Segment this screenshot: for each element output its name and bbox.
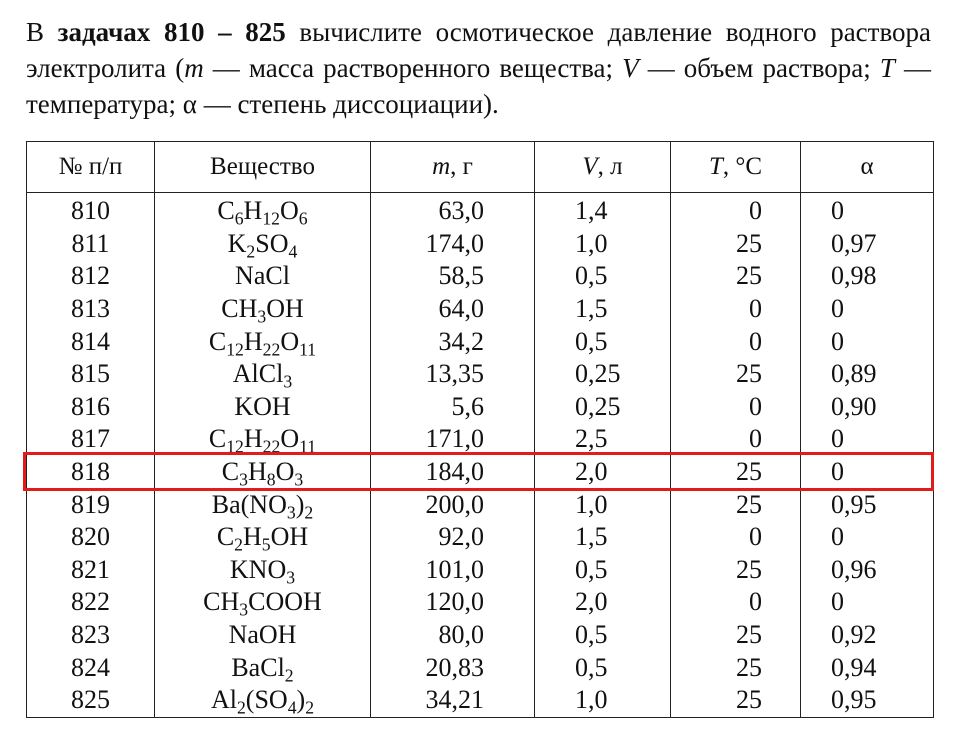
cell-substance: $Ba(NO_3)_2$ (155, 488, 371, 521)
cell-alpha: 0,90 (801, 391, 934, 424)
table-row (27, 684, 934, 717)
cell-mass: 92,0 (371, 521, 535, 554)
cell-substance: $K_2SO_4$ (155, 228, 371, 261)
cell-volume: 0,5 (535, 651, 671, 684)
header-temperature-unit: , °С (722, 153, 763, 180)
cell-substance: $CH_3OH$ (155, 293, 371, 326)
header-mass-unit: , г (450, 153, 473, 180)
cell-volume: 0,5 (535, 260, 671, 293)
header-mass (371, 142, 535, 193)
cell-temperature: 25 (671, 651, 801, 684)
header-mass-var: m (432, 153, 451, 180)
cell-temperature: 25 (671, 456, 801, 489)
table-row (27, 423, 934, 456)
cell-num: 813 (27, 293, 155, 326)
cell-num: 821 (27, 554, 155, 587)
cell-temperature: 0 (671, 293, 801, 326)
intro-word-in: В (26, 17, 45, 47)
cell-num: 816 (27, 391, 155, 424)
intro-var-alpha: α (182, 89, 197, 119)
header-volume (535, 142, 671, 193)
cell-alpha: 0 (801, 521, 934, 554)
intro-text-4: — температура; (26, 53, 932, 119)
cell-volume: 2,5 (535, 423, 671, 456)
table-header-row (27, 142, 934, 193)
cell-num: 811 (27, 228, 155, 261)
header-substance: Вещество (155, 142, 371, 193)
cell-volume: 1,5 (535, 293, 671, 326)
cell-alpha: 0,89 (801, 358, 934, 391)
cell-num: 812 (27, 260, 155, 293)
cell-num: 815 (27, 358, 155, 391)
table-row (27, 193, 934, 228)
cell-mass: 171,0 (371, 423, 535, 456)
cell-temperature: 25 (671, 260, 801, 293)
cell-mass: 120,0 (371, 586, 535, 619)
table-row (27, 260, 934, 293)
cell-volume: 0,5 (535, 619, 671, 652)
cell-volume: 1,0 (535, 684, 671, 717)
cell-temperature: 0 (671, 521, 801, 554)
intro-text-5: — степень диссоциации). (196, 89, 499, 119)
cell-temperature: 25 (671, 554, 801, 587)
cell-volume: 0,5 (535, 325, 671, 358)
cell-volume: 1,0 (535, 488, 671, 521)
cell-temperature: 25 (671, 684, 801, 717)
cell-substance: BaCl$_2$ (155, 651, 371, 684)
cell-temperature: 25 (671, 358, 801, 391)
cell-alpha: 0,97 (801, 228, 934, 261)
cell-substance: $C_{12}H_{22}O_{11}$ (155, 325, 371, 358)
cell-mass: 64,0 (371, 293, 535, 326)
cell-alpha: 0,98 (801, 260, 934, 293)
cell-temperature: 0 (671, 586, 801, 619)
cell-alpha: 0 (801, 193, 934, 228)
cell-temperature: 0 (671, 391, 801, 424)
cell-mass: 34,21 (371, 684, 535, 717)
cell-substance: $C_{12}H_{22}O_{11}$ (155, 423, 371, 456)
cell-num: 825 (27, 684, 155, 717)
cell-temperature: 25 (671, 228, 801, 261)
cell-substance: NaCl (155, 260, 371, 293)
header-num: № п/п (27, 142, 155, 193)
cell-mass: 101,0 (371, 554, 535, 587)
cell-mass: 63,0 (371, 193, 535, 228)
intro-var-v: V (622, 53, 639, 83)
intro-task-range: задачах 810 – 825 (57, 17, 286, 47)
table-body (27, 193, 934, 718)
cell-alpha: 0,95 (801, 684, 934, 717)
data-table (26, 141, 934, 718)
cell-mass: 184,0 (371, 456, 535, 489)
cell-num: 810 (27, 193, 155, 228)
header-volume-unit: , л (597, 153, 623, 180)
cell-temperature: 25 (671, 619, 801, 652)
table-row (27, 456, 934, 489)
table-row (27, 521, 934, 554)
table-row (27, 554, 934, 587)
cell-mass: 13,35 (371, 358, 535, 391)
cell-alpha: 0 (801, 325, 934, 358)
header-temperature (671, 142, 801, 193)
cell-num: 820 (27, 521, 155, 554)
table-row (27, 358, 934, 391)
cell-temperature: 0 (671, 325, 801, 358)
cell-volume: 2,0 (535, 586, 671, 619)
cell-alpha: 0,95 (801, 488, 934, 521)
cell-alpha: 0 (801, 423, 934, 456)
cell-temperature: 0 (671, 193, 801, 228)
cell-mass: 5,6 (371, 391, 535, 424)
intro-text-1: вычислите осмотическое давление водного раствора электролита ( (26, 17, 932, 83)
cell-substance: $C_6H_{12}O_6$ (155, 193, 371, 228)
intro-text-3: — объем раствора; (638, 53, 880, 83)
table-row (27, 391, 934, 424)
header-temperature-var: T (708, 153, 723, 180)
cell-substance: NaOH (155, 619, 371, 652)
cell-volume: 0,25 (535, 358, 671, 391)
cell-substance: KOH (155, 391, 371, 424)
cell-mass: 20,83 (371, 651, 535, 684)
cell-alpha: 0,92 (801, 619, 934, 652)
cell-num: 818 (27, 456, 155, 489)
header-alpha: α (801, 142, 934, 193)
cell-alpha: 0 (801, 293, 934, 326)
cell-alpha: 0,96 (801, 554, 934, 587)
cell-mass: 34,2 (371, 325, 535, 358)
cell-substance: AlCl$_3$ (155, 358, 371, 391)
table-row (27, 488, 934, 521)
cell-num: 824 (27, 651, 155, 684)
cell-mass: 58,5 (371, 260, 535, 293)
cell-substance: $CH_3COOH$ (155, 586, 371, 619)
cell-temperature: 25 (671, 488, 801, 521)
cell-num: 823 (27, 619, 155, 652)
cell-volume: 2,0 (535, 456, 671, 489)
table-row (27, 325, 934, 358)
table-row (27, 651, 934, 684)
cell-temperature: 0 (671, 423, 801, 456)
cell-substance: $KNO_3$ (155, 554, 371, 587)
intro-var-m: m (184, 53, 204, 83)
intro-text-2: — масса растворенного вещества; (203, 53, 623, 83)
cell-substance: $Al_2(SO_4)_2$ (155, 684, 371, 717)
header-volume-var: V (582, 153, 598, 180)
intro-var-t: T (879, 53, 895, 83)
cell-volume: 1,5 (535, 521, 671, 554)
cell-volume: 0,25 (535, 391, 671, 424)
cell-mass: 80,0 (371, 619, 535, 652)
cell-mass: 174,0 (371, 228, 535, 261)
table-row (27, 228, 934, 261)
cell-alpha: 0 (801, 456, 934, 489)
cell-volume: 0,5 (535, 554, 671, 587)
cell-volume: 1,0 (535, 228, 671, 261)
cell-num: 817 (27, 423, 155, 456)
cell-substance: $C_3H_8O_3$ (155, 456, 371, 489)
intro-paragraph (26, 14, 931, 122)
cell-substance: $C_2H_5OH$ (155, 521, 371, 554)
cell-num: 822 (27, 586, 155, 619)
cell-volume: 1,4 (535, 193, 671, 228)
cell-alpha: 0,94 (801, 651, 934, 684)
table-row (27, 293, 934, 326)
cell-mass: 200,0 (371, 488, 535, 521)
cell-num: 814 (27, 325, 155, 358)
table-row (27, 619, 934, 652)
table-row (27, 586, 934, 619)
cell-alpha: 0 (801, 586, 934, 619)
cell-num: 819 (27, 488, 155, 521)
